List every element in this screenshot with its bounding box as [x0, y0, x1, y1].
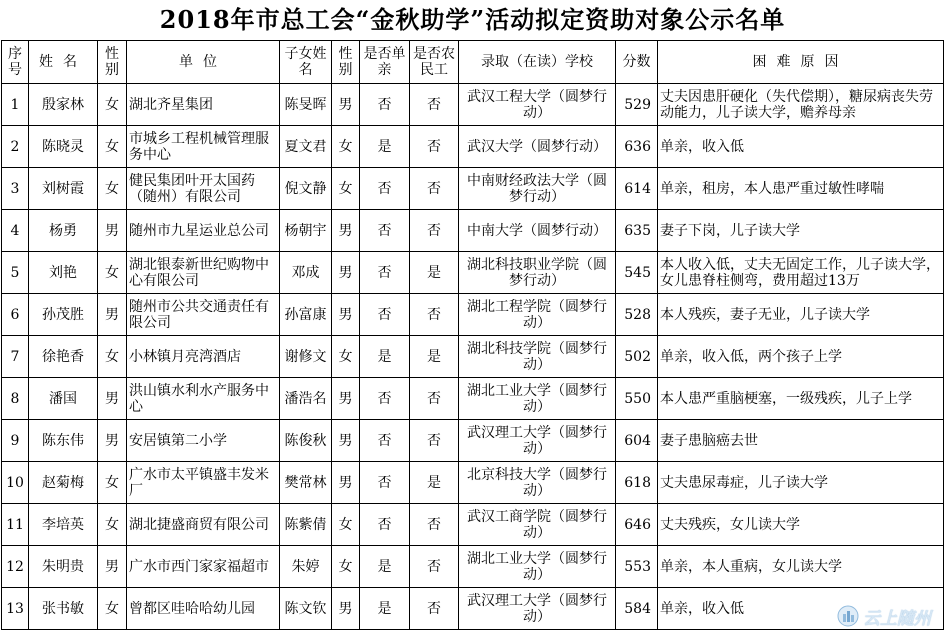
- cell-child: 潘浩名: [280, 378, 332, 420]
- cell-child: 倪文静: [280, 168, 332, 210]
- table-row: [2, 126, 944, 168]
- header-no: 序号: [2, 41, 29, 84]
- cell-migrant: 否: [410, 588, 459, 630]
- cell-no: 2: [2, 126, 29, 168]
- cell-score: 553: [616, 546, 658, 588]
- cell-school: 武汉工程大学（圆梦行动）: [459, 84, 616, 126]
- cell-score: 646: [616, 504, 658, 546]
- cell-child-gender: 男: [332, 252, 360, 294]
- cell-no: 7: [2, 336, 29, 378]
- cell-name: 朱明贵: [29, 546, 98, 588]
- cell-gender: 女: [98, 504, 127, 546]
- cell-migrant: 否: [410, 378, 459, 420]
- cell-single-parent: 否: [360, 504, 410, 546]
- cell-score: 545: [616, 252, 658, 294]
- table-row: [2, 462, 944, 504]
- cell-hardship: 本人患严重脑梗塞，一级残疾，儿子上学: [658, 378, 944, 420]
- city-skyline-icon: [837, 605, 859, 627]
- cell-child: 邓成: [280, 252, 332, 294]
- cell-unit: 随州市公共交通责任有限公司: [127, 294, 280, 336]
- cell-hardship: 单亲，租房，本人患严重过敏性哮喘: [658, 168, 944, 210]
- cell-hardship: 单亲，收入低: [658, 588, 944, 630]
- cell-school: 武汉工商学院（圆梦行动）: [459, 504, 616, 546]
- cell-single-parent: 否: [360, 84, 410, 126]
- cell-no: 9: [2, 420, 29, 462]
- cell-score: 614: [616, 168, 658, 210]
- cell-school: 湖北工程学院（圆梦行动）: [459, 294, 616, 336]
- cell-school: 中南大学（圆梦行动）: [459, 210, 616, 252]
- cell-no: 3: [2, 168, 29, 210]
- cell-gender: 女: [98, 126, 127, 168]
- cell-gender: 女: [98, 168, 127, 210]
- cell-school: 武汉理工大学（圆梦行动）: [459, 420, 616, 462]
- cell-gender: 男: [98, 294, 127, 336]
- table-row: [2, 168, 944, 210]
- cell-name: 孙茂胜: [29, 294, 98, 336]
- cell-gender: 男: [98, 378, 127, 420]
- header-name: 姓名: [29, 41, 98, 84]
- cell-score: 550: [616, 378, 658, 420]
- cell-hardship: 单亲，收入低: [658, 126, 944, 168]
- cell-child-gender: 男: [332, 84, 360, 126]
- cell-single-parent: 是: [360, 336, 410, 378]
- table-row: [2, 546, 944, 588]
- cell-hardship: 妻子下岗，儿子读大学: [658, 210, 944, 252]
- cell-school: 中南财经政法大学（圆梦行动）: [459, 168, 616, 210]
- table-row: [2, 378, 944, 420]
- cell-no: 5: [2, 252, 29, 294]
- cell-no: 6: [2, 294, 29, 336]
- cell-unit: 湖北银泰新世纪购物中心有限公司: [127, 252, 280, 294]
- cell-child: 夏文君: [280, 126, 332, 168]
- cell-gender: 男: [98, 546, 127, 588]
- cell-gender: 女: [98, 588, 127, 630]
- cell-unit: 健民集团叶开太国药（随州）有限公司: [127, 168, 280, 210]
- table-row: [2, 504, 944, 546]
- beneficiary-table: [1, 40, 944, 630]
- cell-name: 陈晓灵: [29, 126, 98, 168]
- cell-gender: 女: [98, 84, 127, 126]
- cell-child-gender: 男: [332, 294, 360, 336]
- cell-name: 刘艳: [29, 252, 98, 294]
- cell-child: 杨朝宇: [280, 210, 332, 252]
- cell-name: 刘树霞: [29, 168, 98, 210]
- cell-unit: 曾都区哇哈哈幼儿园: [127, 588, 280, 630]
- cell-school: 武汉大学（圆梦行动）: [459, 126, 616, 168]
- cell-migrant: 是: [410, 462, 459, 504]
- cell-gender: 男: [98, 420, 127, 462]
- header-school: 录取（在读）学校: [459, 41, 616, 84]
- cell-unit: 随州市九星运业总公司: [127, 210, 280, 252]
- cell-hardship: 本人收入低，丈夫无固定工作，儿子读大学，女儿患脊柱侧弯，费用超过13万: [658, 252, 944, 294]
- cell-child-gender: 男: [332, 462, 360, 504]
- cell-child: 樊常林: [280, 462, 332, 504]
- cell-child-gender: 男: [332, 210, 360, 252]
- cell-school: 北京科技大学（圆梦行动）: [459, 462, 616, 504]
- cell-hardship: 单亲，本人重病，女儿读大学: [658, 546, 944, 588]
- header-score: 分数: [616, 41, 658, 84]
- cell-name: 陈东伟: [29, 420, 98, 462]
- cell-no: 1: [2, 84, 29, 126]
- cell-no: 10: [2, 462, 29, 504]
- cell-unit: 湖北齐星集团: [127, 84, 280, 126]
- cell-migrant: 是: [410, 252, 459, 294]
- header-child-gender: 性别: [332, 41, 360, 84]
- cell-hardship: 丈夫因患肝硬化（失代偿期），糖尿病丧失劳动能力，儿子读大学，赡养母亲: [658, 84, 944, 126]
- cell-child-gender: 男: [332, 420, 360, 462]
- cell-hardship: 丈夫患尿毒症，儿子读大学: [658, 462, 944, 504]
- header-hardship: 困难原因: [658, 41, 944, 84]
- table-row: [2, 84, 944, 126]
- cell-child-gender: 女: [332, 126, 360, 168]
- cell-unit: 湖北捷盛商贸有限公司: [127, 504, 280, 546]
- cell-school: 湖北工业大学（圆梦行动）: [459, 546, 616, 588]
- header-gender: 性别: [98, 41, 127, 84]
- cell-single-parent: 否: [360, 294, 410, 336]
- table-body: [2, 84, 944, 630]
- cell-unit: 广水市西门家家福超市: [127, 546, 280, 588]
- cell-no: 4: [2, 210, 29, 252]
- cell-single-parent: 否: [360, 378, 410, 420]
- cell-child: 朱婷: [280, 546, 332, 588]
- cell-hardship: 单亲，收入低，两个孩子上学: [658, 336, 944, 378]
- cell-school: 湖北工业大学（圆梦行动）: [459, 378, 616, 420]
- cell-gender: 男: [98, 210, 127, 252]
- cell-name: 杨勇: [29, 210, 98, 252]
- cell-child-gender: 女: [332, 336, 360, 378]
- cell-no: 11: [2, 504, 29, 546]
- header-unit: 单位: [127, 41, 280, 84]
- cell-migrant: 是: [410, 336, 459, 378]
- cell-migrant: 否: [410, 546, 459, 588]
- cell-child-gender: 女: [332, 504, 360, 546]
- cell-hardship: 妻子患脑癌去世: [658, 420, 944, 462]
- cell-gender: 女: [98, 336, 127, 378]
- cell-unit: 安居镇第二小学: [127, 420, 280, 462]
- cell-score: 618: [616, 462, 658, 504]
- header-single-parent: 是否单亲: [360, 41, 410, 84]
- cell-name: 李培英: [29, 504, 98, 546]
- cell-child: 孙富康: [280, 294, 332, 336]
- table-row: [2, 210, 944, 252]
- cell-migrant: 否: [410, 294, 459, 336]
- cell-name: 徐艳香: [29, 336, 98, 378]
- cell-gender: 女: [98, 252, 127, 294]
- cell-name: 殷家林: [29, 84, 98, 126]
- cell-no: 8: [2, 378, 29, 420]
- cell-migrant: 否: [410, 210, 459, 252]
- cell-name: 潘国: [29, 378, 98, 420]
- table-row: [2, 420, 944, 462]
- cell-single-parent: 否: [360, 462, 410, 504]
- table-row: [2, 336, 944, 378]
- cell-unit: 市城乡工程机械管理服务中心: [127, 126, 280, 168]
- cell-score: 584: [616, 588, 658, 630]
- cell-single-parent: 否: [360, 168, 410, 210]
- table-row: [2, 294, 944, 336]
- cell-no: 12: [2, 546, 29, 588]
- cell-hardship: 本人残疾，妻子无业，儿子读大学: [658, 294, 944, 336]
- cell-child: 谢修文: [280, 336, 332, 378]
- cell-child: 陈紫倩: [280, 504, 332, 546]
- header-migrant: 是否农民工: [410, 41, 459, 84]
- cell-single-parent: 否: [360, 420, 410, 462]
- cell-score: 502: [616, 336, 658, 378]
- watermark-text: 云上随州: [863, 608, 931, 629]
- cell-score: 636: [616, 126, 658, 168]
- table-row: [2, 252, 944, 294]
- cell-single-parent: 否: [360, 252, 410, 294]
- table-row: [2, 588, 944, 630]
- cell-migrant: 否: [410, 504, 459, 546]
- cell-single-parent: 是: [360, 126, 410, 168]
- cell-child-gender: 女: [332, 546, 360, 588]
- cell-child-gender: 女: [332, 168, 360, 210]
- cell-score: 528: [616, 294, 658, 336]
- header-child: 子女姓名: [280, 41, 332, 84]
- watermark-logo: [837, 603, 931, 629]
- cell-hardship: 丈夫残疾，女儿读大学: [658, 504, 944, 546]
- cell-unit: 广水市太平镇盛丰发米厂: [127, 462, 280, 504]
- cell-child: 陈俊秋: [280, 420, 332, 462]
- cell-child-gender: 男: [332, 588, 360, 630]
- cell-gender: 女: [98, 462, 127, 504]
- cell-single-parent: 是: [360, 588, 410, 630]
- cell-score: 529: [616, 84, 658, 126]
- cell-migrant: 否: [410, 168, 459, 210]
- cell-single-parent: 是: [360, 546, 410, 588]
- cell-single-parent: 否: [360, 210, 410, 252]
- cell-migrant: 否: [410, 126, 459, 168]
- cell-unit: 洪山镇水利水产服务中心: [127, 378, 280, 420]
- cell-school: 湖北科技学院（圆梦行动）: [459, 336, 616, 378]
- cell-no: 13: [2, 588, 29, 630]
- cell-name: 赵菊梅: [29, 462, 98, 504]
- cell-child: 陈旻晖: [280, 84, 332, 126]
- cell-child: 陈文钦: [280, 588, 332, 630]
- cell-score: 635: [616, 210, 658, 252]
- cell-score: 604: [616, 420, 658, 462]
- cell-migrant: 否: [410, 84, 459, 126]
- table-header-row: [2, 41, 944, 84]
- cell-school: 武汉理工大学（圆梦行动）: [459, 588, 616, 630]
- cell-name: 张书敏: [29, 588, 98, 630]
- cell-migrant: 否: [410, 420, 459, 462]
- cell-school: 湖北科技职业学院（圆梦行动）: [459, 252, 616, 294]
- page-title: 2018年市总工会“金秋助学”活动拟定资助对象公示名单: [159, 5, 786, 34]
- cell-child-gender: 男: [332, 378, 360, 420]
- cell-unit: 小林镇月亮湾酒店: [127, 336, 280, 378]
